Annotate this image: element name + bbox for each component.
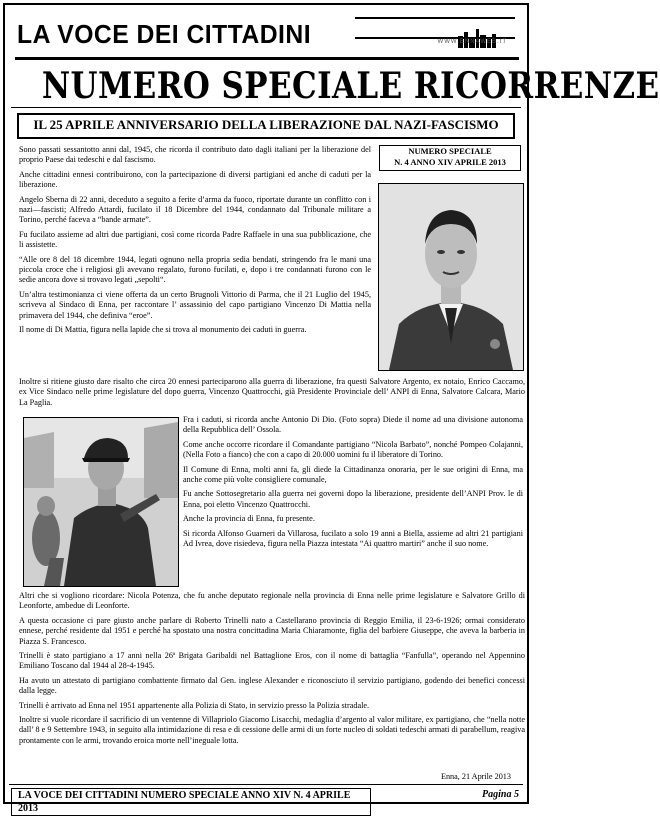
- paragraph: Trinelli è stato partigiano a 17 anni nella 26ª Brigata Garibaldi nel Battaglione Eros, con il nome di battaglia “Fanfulla”, operando nel Appennino Emiliano Toscano dal 1944 al 28-4-1945.: [19, 651, 525, 671]
- paragraph: Anche la provincia di Enna, fu presente.: [183, 514, 315, 524]
- masthead-site: WWW.ENNAWEB.IT: [437, 39, 507, 45]
- headline: NUMERO SPECIALE RICORRENZE: [41, 65, 660, 107]
- paragraph: Come anche occorre ricordare il Comandante partigiano “Nicola Barbato”, nonché Pompeo Colajanni, (Nella Foto a fianco) che con a capo di 20.000 uomini fu il liberatore di Torino.: [183, 439, 523, 460]
- special-issue-box: [379, 145, 521, 171]
- paragraph: “Alle ore 8 del 18 dicembre 1944, legati ognuno nella propria sedia bendati, stringendo fra le mani una piccola croce che i religiosi gli avevano regalato, furono fucilati, e, dopo i tre condannati furono con le sedie ancora dove si trovavo legati „sepolti“.: [19, 254, 371, 285]
- headline-rule: [11, 107, 521, 108]
- footer-rule: [9, 784, 523, 785]
- paragraph: Si ricorda Alfonso Guarneri da Villarosa, fucilato a solo 19 anni a Biella, assieme ad altri 21 partigiani Ad Ivrea, dove risiedeva, figura nella Piazza intestata “Ai quattro martiri” anche il suo nome.: [183, 528, 523, 549]
- paragraph: Fra i caduti, si ricorda anche Antonio Di Dio. (Foto sopra) Diede il nome ad una divisione autonoma della Repubblica dell’ Ossola.: [183, 415, 523, 435]
- paragraph: Sono passati sessantotto anni dal, 1945, che ricorda il contributo dato dagli italiani per la liberazione del proprio Paese dai tedeschi e dal fascismo.: [19, 145, 371, 165]
- masthead-title: LA VOCE DEI CITTADINI: [17, 19, 312, 49]
- page-number: Pagina 5: [482, 789, 519, 800]
- signoff: Enna, 21 Aprile 2013: [440, 772, 511, 781]
- paragraph: A questa occasione ci pare giusto anche parlare di Roberto Trinelli nato a Castellarano provincia di Reggio Emilia, il 23-6-1926; ormai considerato ennese, perché residente dal 1951 e perché ha spostato una nostra concittadina Maria Chiaramonte, figlia del barbiere Giuseppe, che aveva la barberia in Piazza S. Francesco.: [19, 615, 525, 646]
- paragraph: Un’altra testimonianza ci viene offerta da un certo Brugnoli Vittorio di Parma, che il 21 Luglio del 1945, scriveva al Sindaco di Enna, per raccontare l’ assassinio del capo partigiano Vincenzo Di Mattia nella primavera del 1944, che definiva “eroe”.: [19, 289, 371, 320]
- portrait-photo: [378, 183, 524, 371]
- newspaper-page: [3, 3, 660, 814]
- article-top: [19, 145, 371, 340]
- paragraph: Fu anche Sottosegretario alla guerra nei governi dopo la liberazione, presidente dell’ANPI Prov. le di Enna, poi eletto Vincenzo Quattrocchi.: [183, 489, 523, 509]
- partisan-photo: [23, 417, 179, 587]
- paragraph: Inoltre si ritiene giusto dare risalto che circa 20 ennesi parteciparono alla guerra di liberazione, fra questi Salvatore Argento, ex notaio, Enrico Caccamo, ex Vice Sindaco nelle prime legislature del dopo guerra, Vincenzo Quattrocchi, già Presidente Provinciale dell’ ANPI di Enna, Salvatore Calcara, Mario La Paglia.: [19, 377, 525, 407]
- paragraph: Altri che si vogliono ricordare: Nicola Potenza, che fu anche deputato regionale nella provincia di Enna nelle prime legislature e Salvatore Grillo di Leonforte, ambedue di Leonforte.: [19, 591, 525, 611]
- special-issue-line2: N. 4 ANNO XIV APRILE 2013: [394, 157, 506, 167]
- article-right: [183, 415, 523, 553]
- special-issue-line1: NUMERO SPECIALE: [408, 146, 492, 156]
- article-bottom: [19, 591, 525, 750]
- paragraph: Anche cittadini ennesi contribuirono, con la partecipazione di diversi partigiani ed anche di caduti per la liberazione.: [19, 169, 371, 190]
- masthead-banner: [355, 17, 515, 39]
- article-wide: [19, 377, 525, 412]
- subhead: IL 25 APRILE ANNIVERSARIO DELLA LIBERAZIONE DAL NAZI-FASCISMO: [17, 113, 515, 139]
- masthead-rule: [15, 57, 519, 60]
- paragraph: Trinelli è arrivato ad Enna nel 1951 appartenente alla Polizia di Stato, in servizio presso la Polizia stradale.: [19, 700, 370, 710]
- paragraph: Ha avuto un attestato di partigiano combattente firmato dal Gen. inglese Alexander e riconosciuto il servizio partigiano, godendo dei benefici concessi dalla legge.: [19, 675, 525, 696]
- paragraph: Il Comune di Enna, molti anni fa, gli diede la Cittadinanza onoraria, per le sue origini di Enna, ma anche come più volte consigliere comunale,: [183, 464, 523, 485]
- paragraph: Fu fucilato assieme ad altri due partigiani, così come ricorda Padre Raffaele in una sua pubblicazione, che li assistette.: [19, 229, 371, 250]
- footer-issue-label: LA VOCE DEI CITTADINI NUMERO SPECIALE ANNO XIV N. 4 APRILE 2013: [11, 788, 371, 816]
- paragraph: Angelo Sberna di 22 anni, deceduto a seguito a ferite d’arma da fuoco, riportate durante un conflitto con i nazi—fascisti; Alfredo Attardi, fucilato il 18 Dicembre del 1944, condannato dal Tribunale militare a Torino, perché faceva a “bande armate”.: [19, 194, 371, 225]
- paragraph: Inoltre si vuole ricordare il sacrificio di un ventenne di Villapriolo Giacomo Lisacchi, medaglia d’argento al valor militare, ex partigiano, che “nella notte dall’ 8 e 9 Settembre 1943, in seguito alla intimidazione di resa e di cessione delle armi di un forte nucleo di soldati tedeschi armati di parabellum, reagiva prontamente con le armi, trovando eroica morte nell’ineguale lotta.: [19, 715, 525, 745]
- masthead: [11, 11, 523, 61]
- paragraph: Il nome di Di Mattia, figura nella lapide che si trova al monumento dei caduti in guerra.: [19, 325, 307, 335]
